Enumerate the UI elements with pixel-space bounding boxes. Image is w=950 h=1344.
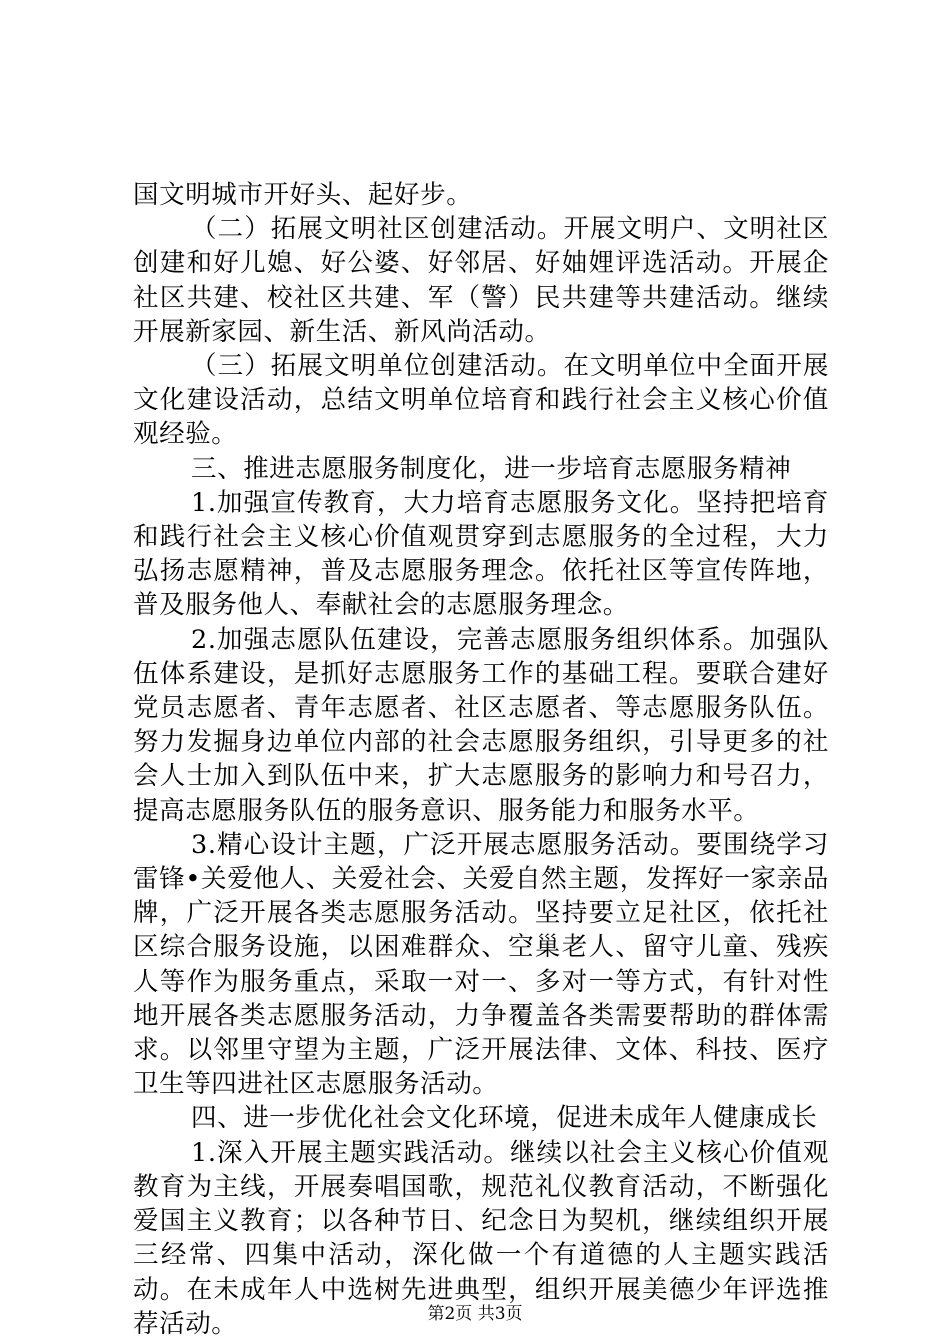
paragraph-team-building: 2.加强志愿队伍建设，完善志愿服务组织体系。加强队伍体系建设，是抓好志愿服务工作的基础工程。要联合建好党员志愿者、青年志愿者、社区志愿者、等志愿服务队伍。努力发掘身边单位内部的社会志愿服务组织，引导更多的社会人士加入到队伍中来，扩大志愿服务的影响力和号召力，提高志愿服务队伍的服务意识、服务能力和服务水平。: [133, 624, 829, 826]
section-heading-minors: 四、进一步优化社会文化环境，促进未成年人健康成长: [191, 1103, 818, 1134]
paragraph-community-creation: （二）拓展文明社区创建活动。开展文明户、文明社区创建和好儿媳、好公婆、好邻居、好妯娌评选活动。开展企社区共建、校社区共建、军（警）民共建等共建活动。继续开展新家园、新生活、新风尚活动。: [133, 214, 829, 347]
paragraph-theme-design: 3.精心设计主题，广泛开展志愿服务活动。要围绕学习雷锋•关爱他人、关爱社会、关爱自然主题，发挥好一家亲品牌，广泛开展各类志愿服务活动。坚持要立足社区，依托社区综合服务设施，以困难群众、空巢老人、留守儿童、残疾人等作为服务重点，采取一对一、多对一等方式，有针对性地开展各类志愿服务活动，力争覆盖各类需要帮助的群体需求。以邻里守望为主题，广泛开展法律、文体、科技、医疗卫生等四进社区志愿服务活动。: [133, 829, 829, 1100]
paragraph-publicity-education: 1.加强宣传教育，大力培育志愿服务文化。坚持把培育和践行社会主义核心价值观贯穿到志愿服务的全过程，大力弘扬志愿精神，普及志愿服务理念。依托社区等宣传阵地，普及服务他人、奉献社会的志愿服务理念。: [133, 487, 829, 621]
paragraph-continuation: 国文明城市开好头、起好步。: [133, 180, 473, 210]
section-heading-volunteer: 三、推进志愿服务制度化，进一步培育志愿服务精神: [191, 453, 792, 484]
paragraph-unit-creation: （三）拓展文明单位创建活动。在文明单位中全面开展文化建设活动，总结文明单位培育和践行社会主义核心价值观经验。: [133, 351, 829, 450]
document-body: [133, 178, 829, 1341]
page-number-footer: 第2页 共3页: [427, 1304, 523, 1324]
paragraph-theme-practice: 1.深入开展主题实践活动。继续以社会主义核心价值观教育为主线，开展奏唱国歌，规范礼仪教育活动，不断强化爱国主义教育；以各种节日、纪念日为契机，继续组织开展三经常、四集中活动，深化做一个有道德的人主题实践活动。在未成年人中选树先进典型，组织开展美德少年评选推荐活动。: [133, 1137, 829, 1339]
